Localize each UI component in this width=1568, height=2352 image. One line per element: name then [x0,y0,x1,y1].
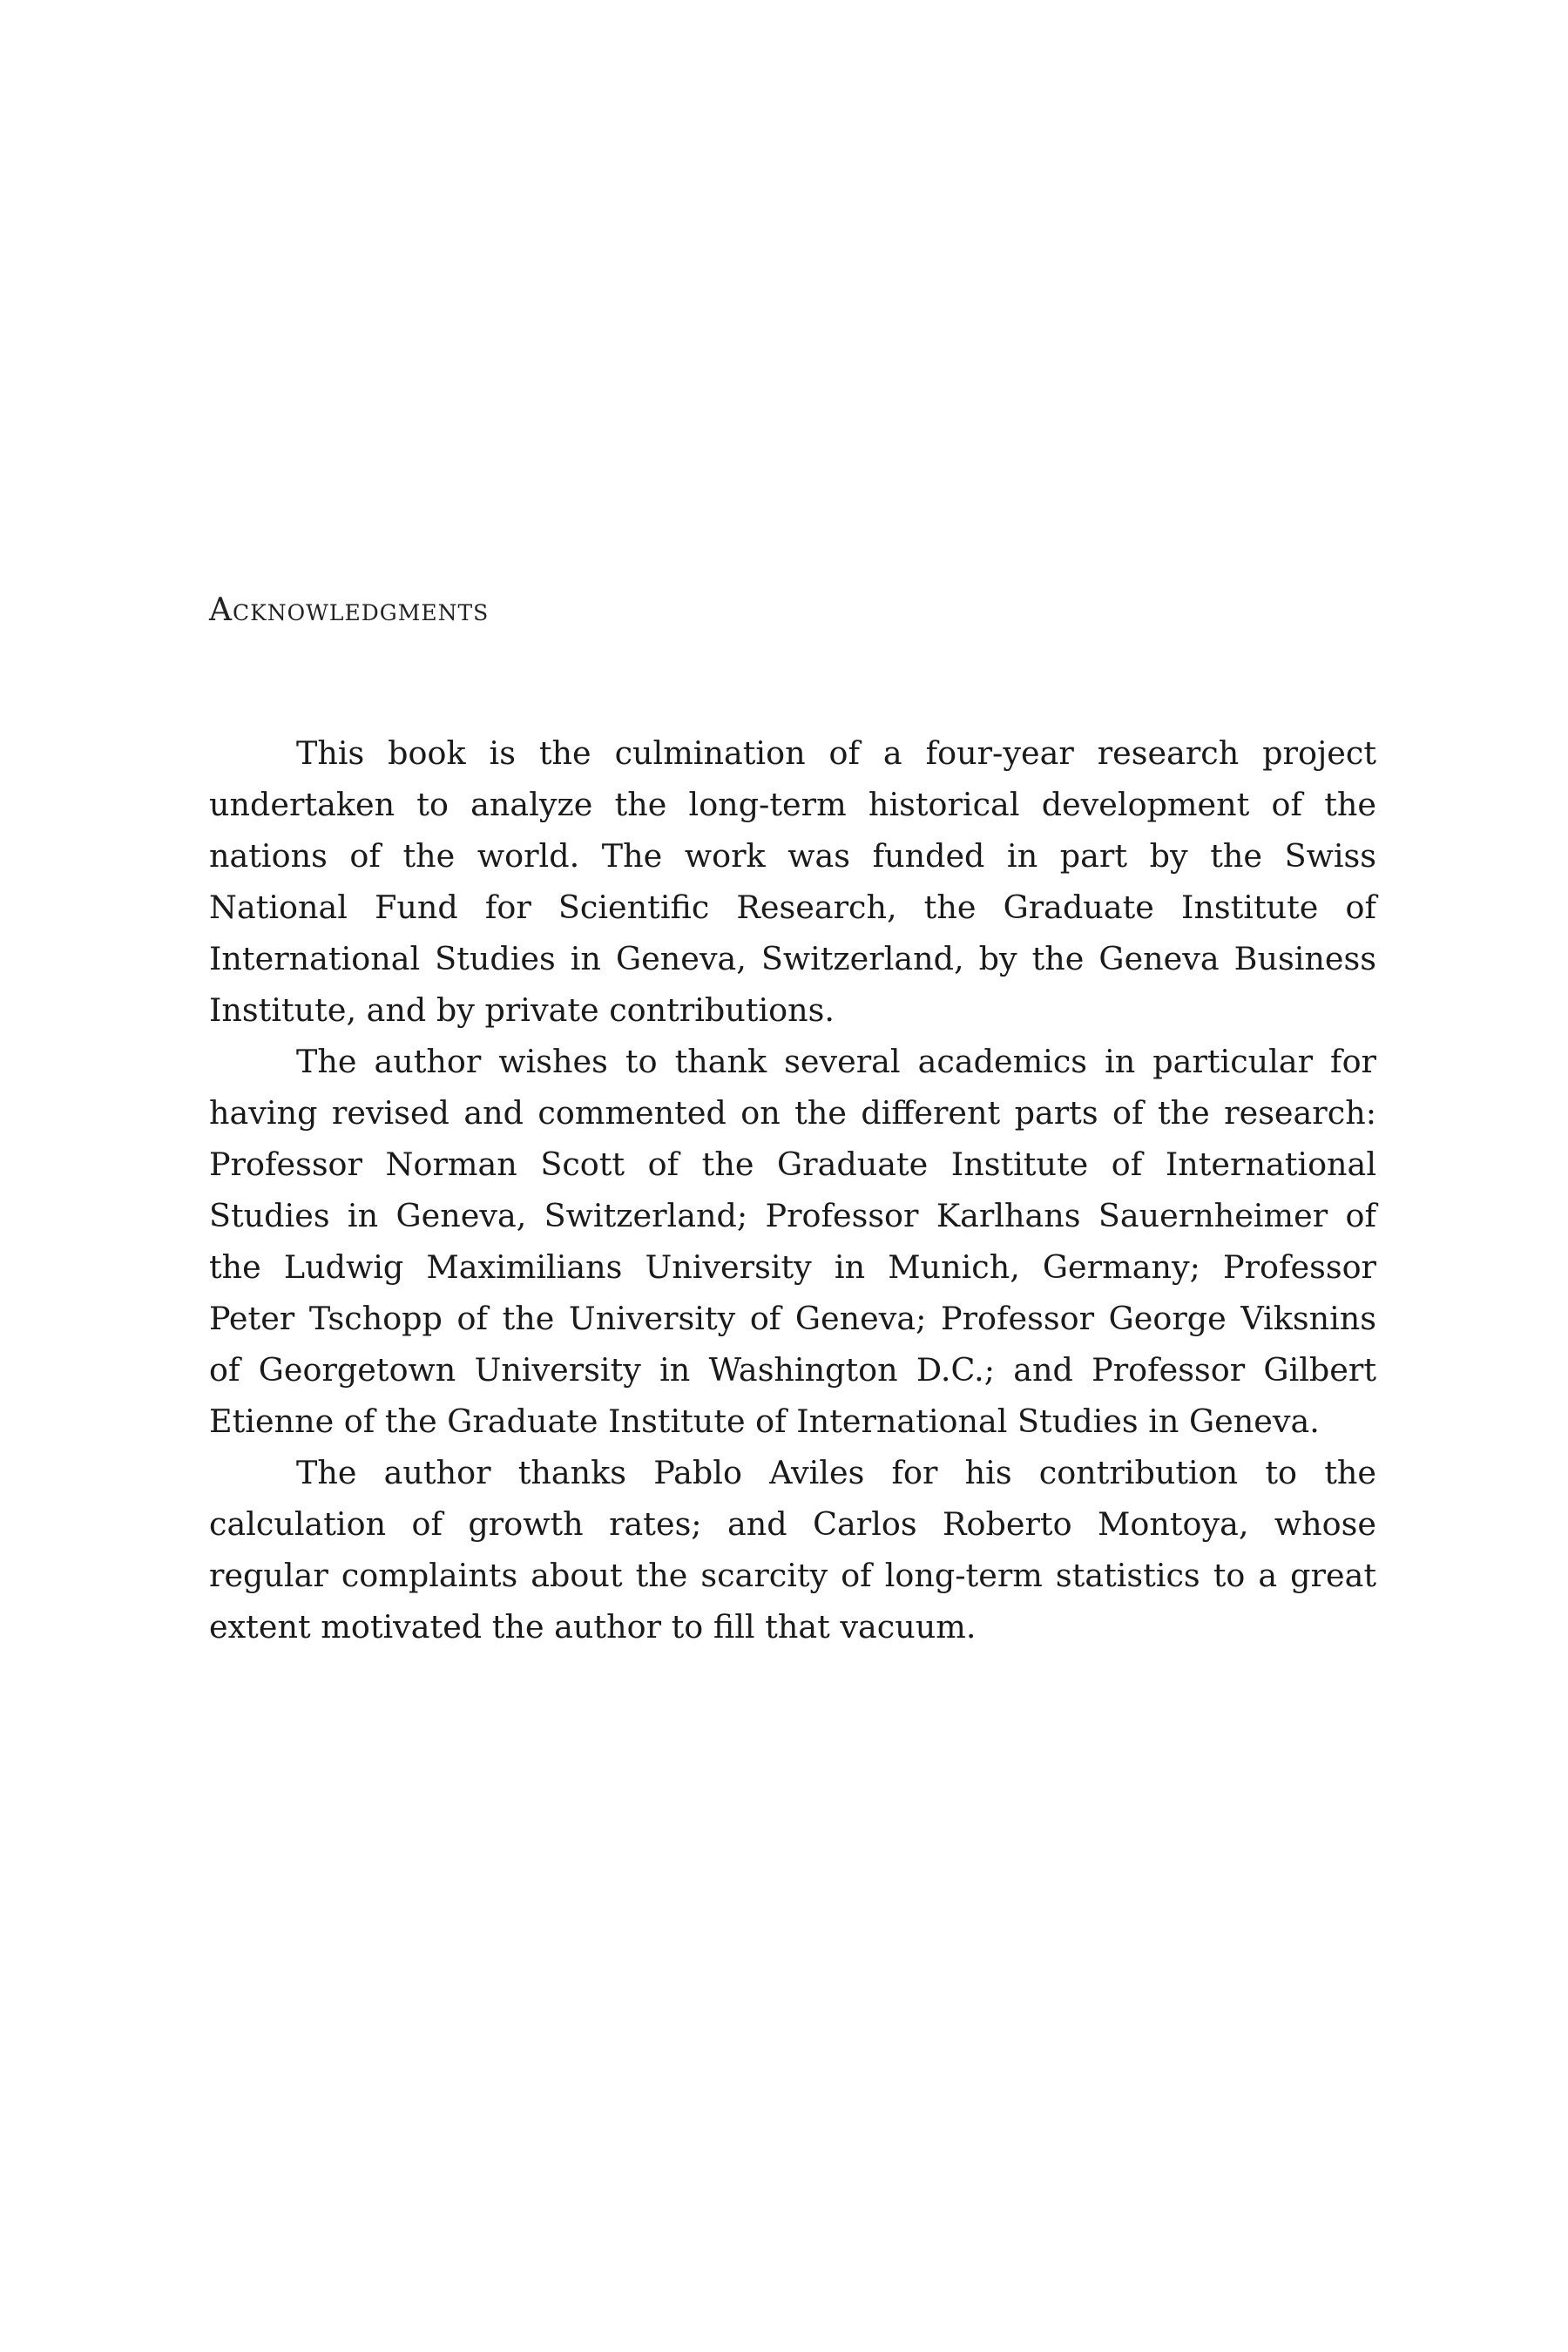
page-heading: Acknowledgments [209,592,490,628]
paragraph-academics: The author wishes to thank several academics in particular for having revised and commented on the different parts of the research: Professor Norman Scott of the Graduate Institute of International Studies in Geneva, Switzerland; Professor Karlhans Sauernheimer of the Ludwig Maximilians University in Munich, Germany; Professor Peter Tschopp of the University of Geneva; Professor George Viksnins of Georgetown University in Washington D.C.; and Professor Gilbert Etienne of the Graduate Institute of International Studies in Geneva. [209,1043,1376,1440]
body-text [209,727,1376,1652]
paragraph-thanks: The author thanks Pablo Aviles for his contribution to the calculation of growth rates; and Carlos Roberto Montoya, whose regular complaints about the scarcity of long-term statistics to a great extent motivated the author to fill that vacuum. [209,1454,1376,1646]
paragraph-funding: This book is the culmination of a four-year research project undertaken to analyze the long-term historical development of the nations of the world. The work was funded in part by the Swiss National Fund for Scientific Research, the Graduate Institute of International Studies in Geneva, Switzerland, by the Geneva Business Institute, and by private contributions. [209,734,1376,1029]
